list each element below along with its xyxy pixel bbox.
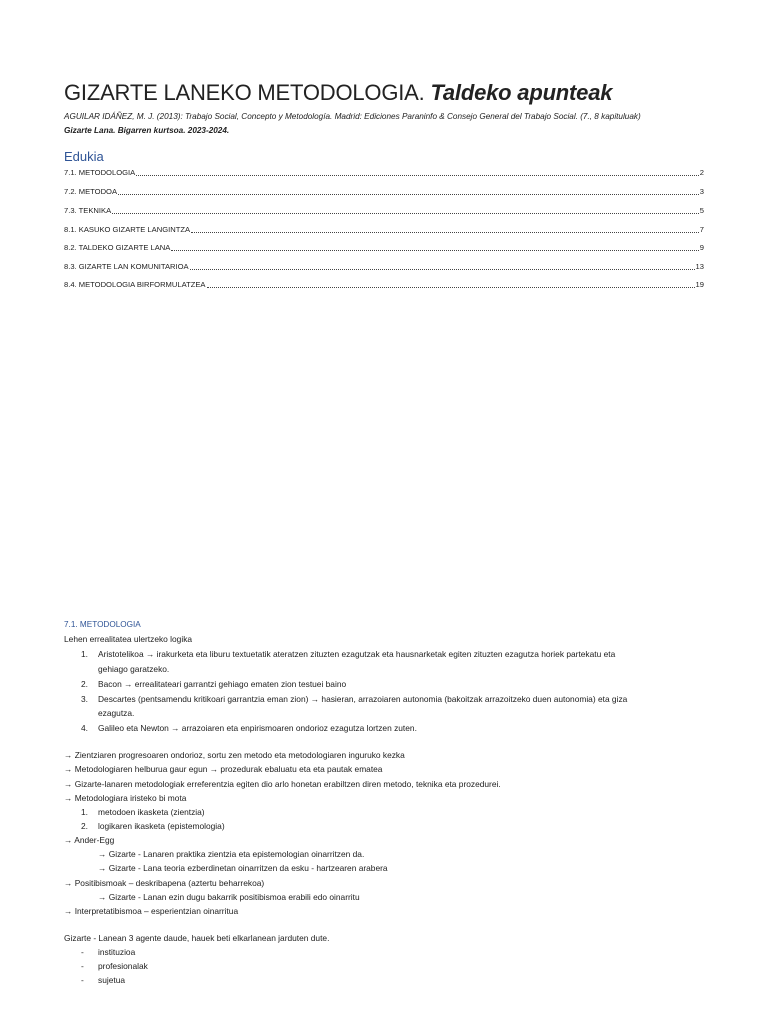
toc-heading: Edukia [64, 149, 104, 164]
toc-leader [136, 168, 699, 176]
list-number: 2. [81, 821, 88, 831]
list-item-text: Bacon → errealitateari garrantzi gehiago ematen zion testuei baino [98, 679, 347, 689]
toc-entry[interactable] [64, 187, 704, 197]
arrow-subline: → Gizarte - Lana teoria ezberdinetan oinarritzen da esku - hartzearen arabera [98, 863, 388, 873]
toc-entry-page: 2 [699, 168, 704, 177]
bullet-dash: - [81, 947, 84, 957]
toc-entry[interactable] [64, 168, 704, 178]
toc-entry-page: 9 [699, 243, 704, 252]
list-item-text: gehiago garatzeko. [98, 664, 170, 674]
toc-entry-label: 7.2. METODOA [64, 187, 118, 196]
list-item-text: profesionalak [98, 961, 148, 971]
list-number: 4. [81, 723, 88, 733]
list-item-text: ezagutza. [98, 708, 135, 718]
toc-entry-label: 8.2. TALDEKO GIZARTE LANA [64, 243, 171, 252]
list-item-text: sujetua [98, 975, 126, 985]
toc-entry-label: 7.1. METODOLOGIA [64, 168, 136, 177]
toc-entry-page: 19 [695, 280, 704, 289]
toc-leader [207, 280, 695, 288]
list-number: 3. [81, 694, 88, 704]
toc-entry-page: 7 [699, 225, 704, 234]
toc-entry[interactable] [64, 280, 704, 290]
section-heading: 7.1. METODOLOGIA [64, 620, 141, 629]
arrow-subline: → Gizarte - Lanaren praktika zientzia eta epistemologian oinarritzen da. [98, 849, 365, 859]
toc-leader [190, 262, 695, 270]
toc-entry-page: 13 [695, 262, 704, 271]
bullet-dash: - [81, 975, 84, 985]
list-item-text: Descartes (pentsamendu kritikoari garrantzia eman zion) → hasieran, arrazoiaren autonomia (bakoitzak arrazoitzeko duen autonomia) eta giza [98, 694, 628, 704]
arrow-line: → Metodologiara iristeko bi mota [64, 793, 187, 803]
list-number: 2. [81, 679, 88, 689]
toc-entry-page: 5 [699, 206, 704, 215]
toc-entry-label: 8.3. GIZARTE LAN KOMUNITARIOA [64, 262, 189, 271]
toc-leader [191, 225, 699, 233]
list-number: 1. [81, 649, 88, 659]
toc-entry-page: 3 [699, 187, 704, 196]
document-title [64, 80, 612, 106]
list-number: 1. [81, 807, 88, 817]
arrow-line: → Gizarte-lanaren metodologiak erreferentzia egiten dio arlo honetan erabiltzen diren metodo, teknika eta prozedurei. [64, 779, 501, 789]
bullet-dash: - [81, 961, 84, 971]
arrow-line: → Zientziaren progresoaren ondorioz, sortu zen metodo eta metodologiaren inguruko kezka [64, 750, 405, 760]
toc-leader [171, 243, 698, 251]
title-main: GIZARTE LANEKO METODOLOGIA. [64, 80, 425, 105]
intro-line: Lehen errealitatea ulertzeko logika [64, 634, 193, 644]
list-item-text: instituzioa [98, 947, 136, 957]
toc-entry-label: 8.4. METODOLOGIA BIRFORMULATZEA [64, 280, 206, 289]
toc-leader [118, 187, 699, 195]
toc-leader [112, 206, 699, 214]
title-sub: Taldeko apunteak [430, 80, 613, 105]
toc-entry-label: 8.1. KASUKO GIZARTE LANGINTZA [64, 225, 191, 234]
arrow-line: → Positibismoak – deskribapena (aztertu beharrekoa) [64, 878, 265, 888]
bibliographic-reference: AGUILAR IDÁÑEZ, M. J. (2013): Trabajo Social, Concepto y Metodología. Madrid: Ediciones Paraninfo & Consejo General del Trabajo Social. (7., 8 kapituluak) [64, 112, 641, 121]
arrow-line: → Interpretatibismoa – esperientzian oinarritua [64, 906, 239, 916]
toc-entry[interactable] [64, 262, 704, 272]
list-item-text: Galileo eta Newton → arrazoiaren eta enpirismoaren ondorioz ezagutza lortzen zuten. [98, 723, 417, 733]
course-line: Gizarte Lana. Bigarren kurtsoa. 2023-2024. [64, 126, 230, 135]
list-item-text: logikaren ikasketa (epistemologia) [98, 821, 225, 831]
toc-entry[interactable] [64, 243, 704, 253]
agents-intro: Gizarte - Lanean 3 agente daude, hauek beti elkarlanean jarduten dute. [64, 933, 330, 943]
toc-entry-label: 7.3. TEKNIKA [64, 206, 112, 215]
list-item-text: metodoen ikasketa (zientzia) [98, 807, 205, 817]
arrow-line: → Metodologiaren helburua gaur egun → prozedurak ebaluatu eta eta pautak ematea [64, 764, 383, 774]
toc-entry[interactable] [64, 206, 704, 216]
toc-entry[interactable] [64, 225, 704, 235]
arrow-line: → Ander-Egg [64, 835, 115, 845]
arrow-subline: → Gizarte - Lanan ezin dugu bakarrik positibismoa erabili edo oinarritu [98, 892, 360, 902]
list-item-text: Aristotelikoa → irakurketa eta liburu textuetatik ateratzen zituzten ezagutzak eta hausnarketak egiten zituzten ezagutza horiek partekatu eta [98, 649, 616, 659]
